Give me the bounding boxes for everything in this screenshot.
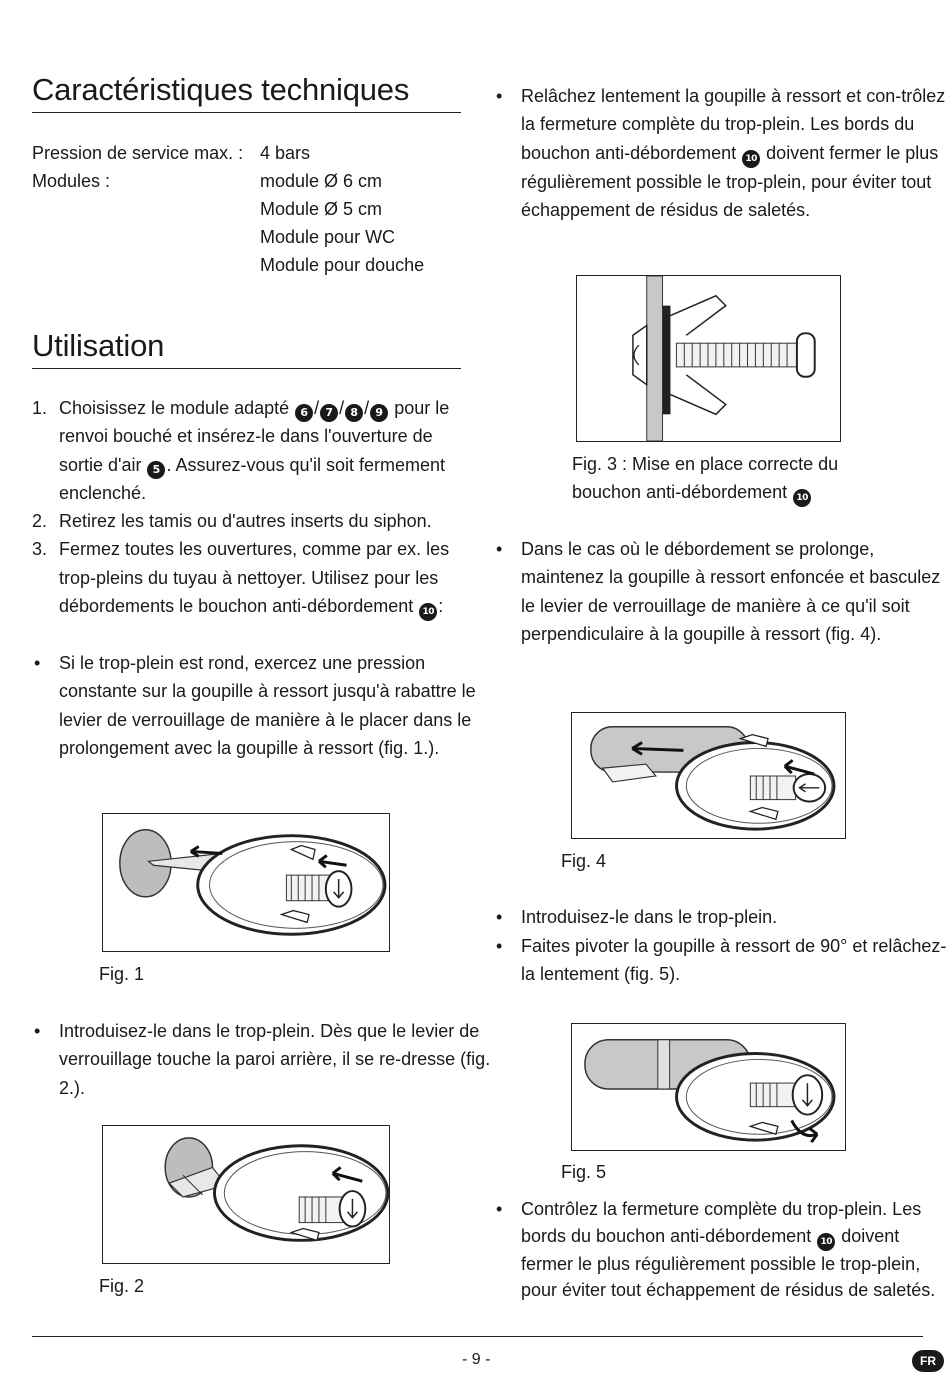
bullet-item <box>494 903 949 931</box>
ref-badge: 7 <box>320 404 338 422</box>
bullet-text: Introduisez-le dans le trop-plein. <box>521 907 778 927</box>
figure-1 <box>102 813 390 952</box>
specs-divider <box>32 112 461 113</box>
bullet-dot: • <box>496 86 503 106</box>
bullet-text: Dans le cas où le débordement se prolonge, maintenez la goupille à ressort enfoncée et basculez le levier de verrouillage de manière à ce qu'il soit perpendiculaire à la goupille à ressort (fig. 4). <box>521 539 941 644</box>
figure-5-caption: Fig. 5 <box>561 1162 607 1182</box>
bullet-item <box>32 1017 491 1102</box>
ref-badge: 10 <box>742 150 760 168</box>
bullet-text: doivent fermer le plus régulièrement possible le trop-plein, pour éviter tout échappement de résidus de saletés. <box>521 1225 936 1301</box>
ref-badge: 5 <box>147 461 165 479</box>
ref-badge: 10 <box>419 603 437 621</box>
figure-1-illustration <box>103 814 389 951</box>
usage-steps <box>32 394 464 621</box>
bullet-item <box>494 1196 949 1304</box>
step-text: Fermez toutes les ouvertures, comme par ex. les trop-pleins du tuyau à nettoyer. Utilisez pour les débordements le bouchon anti-débordement <box>59 539 450 617</box>
bullet-item <box>494 535 949 648</box>
bullet-dot: • <box>496 1199 503 1219</box>
usage-divider <box>32 368 461 369</box>
figure-4-caption: Fig. 4 <box>561 851 607 871</box>
spec-label: Pression de service max. : <box>32 143 244 163</box>
spec-value: module Ø 6 cm <box>260 171 383 191</box>
bullet-dot: • <box>496 936 503 956</box>
bullet-dot: • <box>34 1021 41 1041</box>
bullet-dot: • <box>496 539 503 559</box>
figure-3-caption <box>572 450 842 507</box>
caption-text: Fig. 3 : Mise en place correcte du bouchon anti-débordement <box>572 454 839 502</box>
bullet-dot: • <box>34 653 41 673</box>
step-text: : <box>438 596 444 617</box>
step-text: Choisissez le module adapté <box>59 398 295 418</box>
ref-badge: 10 <box>793 489 811 507</box>
bullet-text: Relâchez lentement la goupille à ressort et con-trôlez la fermeture complète du trop-plein. Les bords du bouchon anti-débordement <box>521 86 946 163</box>
bullet-item <box>494 932 949 989</box>
figure-2-illustration <box>103 1126 389 1263</box>
figure-5-illustration <box>572 1024 845 1150</box>
footer-divider <box>32 1336 923 1337</box>
figure-4-illustration <box>572 713 845 838</box>
bullet-item <box>32 649 491 762</box>
spec-value: 4 bars <box>260 143 311 163</box>
language-badge: FR <box>912 1350 944 1372</box>
step-number: 3. <box>32 539 48 560</box>
step-text: pour le renvoi bouché et insérez-le dans l'ouverture de sortie d'air <box>59 398 450 475</box>
usage-title: Utilisation <box>32 328 165 363</box>
bullet-text: Si le trop-plein est rond, exercez une pression constante sur la goupille à ressort jusqu'à rabattre le levier de verrouillage de manière à le placer dans le prolongement avec la goupille à ressort (fig. 1.). <box>59 653 476 758</box>
bullet-text: Faites pivoter la goupille à ressort de 90° et relâchez-la lentement (fig. 5). <box>521 936 947 985</box>
bullet-item <box>494 82 949 224</box>
figure-3 <box>576 275 841 442</box>
spec-value: Module pour WC <box>260 227 396 247</box>
figure-4 <box>571 712 846 839</box>
step-number: 1. <box>32 398 48 418</box>
step-item <box>32 507 464 535</box>
figure-2 <box>102 1125 390 1264</box>
step-item <box>32 535 464 621</box>
figure-3-illustration <box>577 276 840 441</box>
page-number: - 9 - <box>462 1351 491 1368</box>
step-text: . Assurez-vous qu'il soit fermement enclenché. <box>59 454 446 503</box>
ref-badge: 10 <box>817 1233 835 1251</box>
step-item: 1. Choisissez le module adapté 6 / 7 / 8 / 9 pour le renvoi bouché et insérez-le dans l'ouverture de sortie d'air 5 . Assurez-vous qu'il soit fermement enclenché. <box>32 394 464 507</box>
spec-value: Module pour douche <box>260 255 425 275</box>
figure-1-caption: Fig. 1 <box>99 964 145 984</box>
ref-badge: 6 <box>295 404 313 422</box>
bullet-text: doivent fermer le plus régulièrement possible le trop-plein, pour éviter tout échappement de résidus de saletés. <box>521 142 939 221</box>
bullet-dot: • <box>496 907 503 927</box>
step-number: 2. <box>32 511 48 532</box>
figure-5 <box>571 1023 846 1151</box>
ref-badge: 9 <box>370 404 388 422</box>
figure-2-caption: Fig. 2 <box>99 1276 145 1296</box>
bullet-text: Introduisez-le dans le trop-plein. Dès que le levier de verrouillage touche la paroi arrière, il se re-dresse (fig. 2.). <box>59 1021 491 1098</box>
ref-badge: 8 <box>345 404 363 422</box>
step-text: Retirez les tamis ou d'autres inserts du siphon. <box>59 511 432 532</box>
spec-label: Modules : <box>32 171 111 191</box>
bullet-text: Contrôlez la fermeture complète du trop-plein. Les bords du bouchon anti-débordement <box>521 1199 922 1246</box>
spec-value: Module Ø 5 cm <box>260 199 383 219</box>
specs-title: Caractéristiques techniques <box>32 72 410 107</box>
